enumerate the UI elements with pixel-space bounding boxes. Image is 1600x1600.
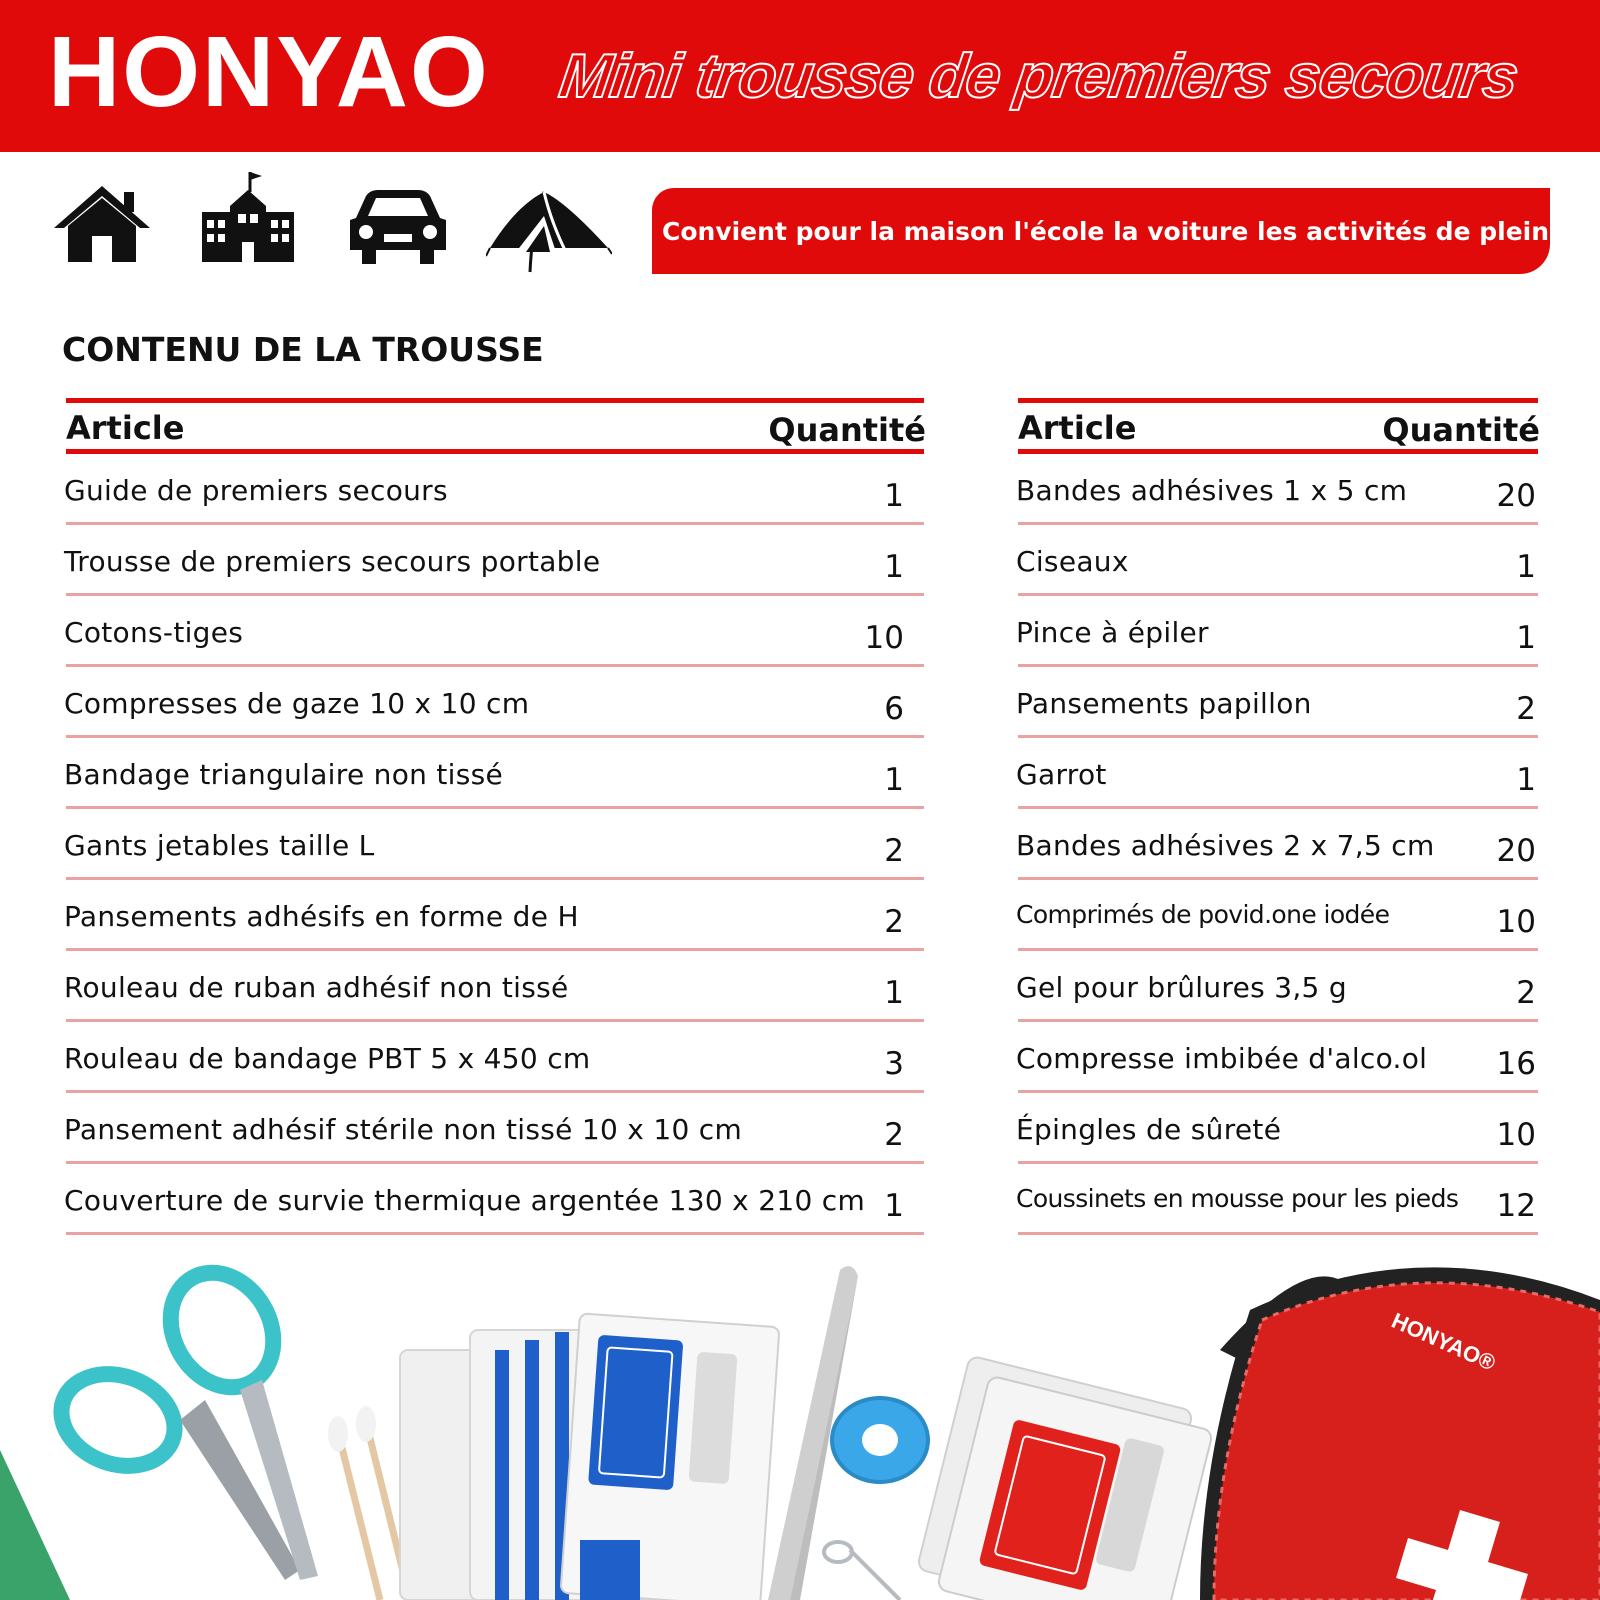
- item-article: Pansements adhésifs en forme de H: [64, 900, 579, 933]
- item-quantity: 10: [864, 620, 904, 656]
- usage-tagline: Convient pour la maison l'école la voiture les activités de plein air: [662, 216, 1596, 246]
- item-article: Pansements papillon: [1016, 687, 1312, 720]
- item-quantity: 1: [884, 478, 904, 514]
- cotton-swab-illustration: [328, 1406, 410, 1600]
- item-quantity: 16: [1496, 1046, 1536, 1082]
- item-article: Compresses de gaze 10 x 10 cm: [64, 687, 530, 720]
- item-article: Bandage triangulaire non tissé: [64, 758, 504, 791]
- item-article: Coussinets en mousse pour les pieds: [1016, 1184, 1459, 1213]
- item-article: Pansement adhésif stérile non tissé 10 x 10 cm: [64, 1113, 743, 1146]
- table-row: [66, 667, 924, 738]
- contents-table-right: [1018, 398, 1538, 1235]
- usage-banner: [652, 188, 1596, 274]
- item-quantity: 1: [884, 549, 904, 585]
- item-quantity: 6: [884, 691, 904, 727]
- first-aid-bag-illustration: [1200, 1267, 1600, 1600]
- table-row: [66, 738, 924, 809]
- table-row: [1018, 951, 1538, 1022]
- item-quantity: 2: [884, 1117, 904, 1153]
- table-row: [1018, 809, 1538, 880]
- column-header-article: Article: [66, 409, 185, 447]
- column-header-quantity: Quantité: [768, 411, 926, 449]
- item-article: Épingles de sûreté: [1016, 1113, 1282, 1146]
- item-article: Ciseaux: [1016, 545, 1129, 578]
- header-banner: [0, 0, 1600, 152]
- car-icon: [346, 188, 450, 266]
- item-article: Bandes adhésives 1 x 5 cm: [1016, 474, 1408, 507]
- item-quantity: 1: [1516, 620, 1536, 656]
- table-row: [66, 1093, 924, 1164]
- table-row: [1018, 454, 1538, 525]
- item-article: Bandes adhésives 2 x 7,5 cm: [1016, 829, 1435, 862]
- table-row: [66, 1022, 924, 1093]
- table-row: [1018, 738, 1538, 809]
- table-row: [1018, 1022, 1538, 1093]
- item-article: Compresse imbibée d'alco.ol: [1016, 1042, 1428, 1075]
- item-quantity: 1: [1516, 549, 1536, 585]
- item-quantity: 20: [1496, 478, 1536, 514]
- table-row: [1018, 1093, 1538, 1164]
- item-article: Gants jetables taille L: [64, 829, 375, 862]
- item-quantity: 10: [1496, 904, 1536, 940]
- table-header: [1018, 398, 1538, 454]
- item-article: Pince à épiler: [1016, 616, 1209, 649]
- scissors-illustration: [48, 1254, 318, 1580]
- item-article: Garrot: [1016, 758, 1107, 791]
- usage-icons: [50, 170, 630, 280]
- item-quantity: 12: [1496, 1188, 1536, 1224]
- brand-logo: HONYAO: [48, 16, 490, 128]
- bag-brand-label: HONYAO®: [1387, 1307, 1500, 1376]
- product-illustration: [0, 1240, 1600, 1600]
- tent-icon: [486, 186, 612, 274]
- item-quantity: 3: [884, 1046, 904, 1082]
- table-header: [66, 398, 924, 454]
- column-header-quantity: Quantité: [1382, 411, 1540, 449]
- item-quantity: 20: [1496, 833, 1536, 869]
- item-quantity: 2: [1516, 975, 1536, 1011]
- item-quantity: 1: [884, 1188, 904, 1224]
- table-row: [66, 880, 924, 951]
- item-quantity: 1: [884, 762, 904, 798]
- item-quantity: 10: [1496, 1117, 1536, 1153]
- table-row: [1018, 525, 1538, 596]
- item-article: Trousse de premiers secours portable: [64, 545, 601, 578]
- item-quantity: 2: [1516, 691, 1536, 727]
- item-article: Couverture de survie thermique argentée 130 x 210 cm: [64, 1184, 866, 1217]
- item-article: Comprimés de povid.one iodée: [1016, 900, 1390, 929]
- school-icon: [200, 170, 296, 265]
- table-row: [1018, 1164, 1538, 1235]
- item-quantity: 2: [884, 904, 904, 940]
- table-row: [66, 809, 924, 880]
- section-title: CONTENU DE LA TROUSSE: [62, 330, 544, 369]
- safety-pin-illustration: [824, 1542, 900, 1600]
- product-title: Mini trousse de premiers secours: [555, 42, 1522, 111]
- item-quantity: 2: [884, 833, 904, 869]
- gauze-pack-illustration: [917, 1355, 1213, 1600]
- bandage-pack-illustration: [400, 1313, 780, 1600]
- table-row: [66, 525, 924, 596]
- table-row: [66, 1164, 924, 1235]
- item-article: Rouleau de bandage PBT 5 x 450 cm: [64, 1042, 591, 1075]
- column-header-article: Article: [1018, 409, 1137, 447]
- item-quantity: 1: [1516, 762, 1536, 798]
- table-row: [66, 951, 924, 1022]
- contents-table-left: [66, 398, 924, 1235]
- item-quantity: 1: [884, 975, 904, 1011]
- item-article: Cotons-tiges: [64, 616, 244, 649]
- table-row: [66, 454, 924, 525]
- item-article: Guide de premiers secours: [64, 474, 448, 507]
- tape-roll-illustration: [832, 1398, 928, 1482]
- item-article: Gel pour brûlures 3,5 g: [1016, 971, 1347, 1004]
- item-article: Rouleau de ruban adhésif non tissé: [64, 971, 569, 1004]
- pad-illustration: [0, 1450, 70, 1600]
- table-row: [1018, 667, 1538, 738]
- table-row: [1018, 596, 1538, 667]
- table-row: [66, 596, 924, 667]
- house-icon: [52, 184, 152, 264]
- table-row: [1018, 880, 1538, 951]
